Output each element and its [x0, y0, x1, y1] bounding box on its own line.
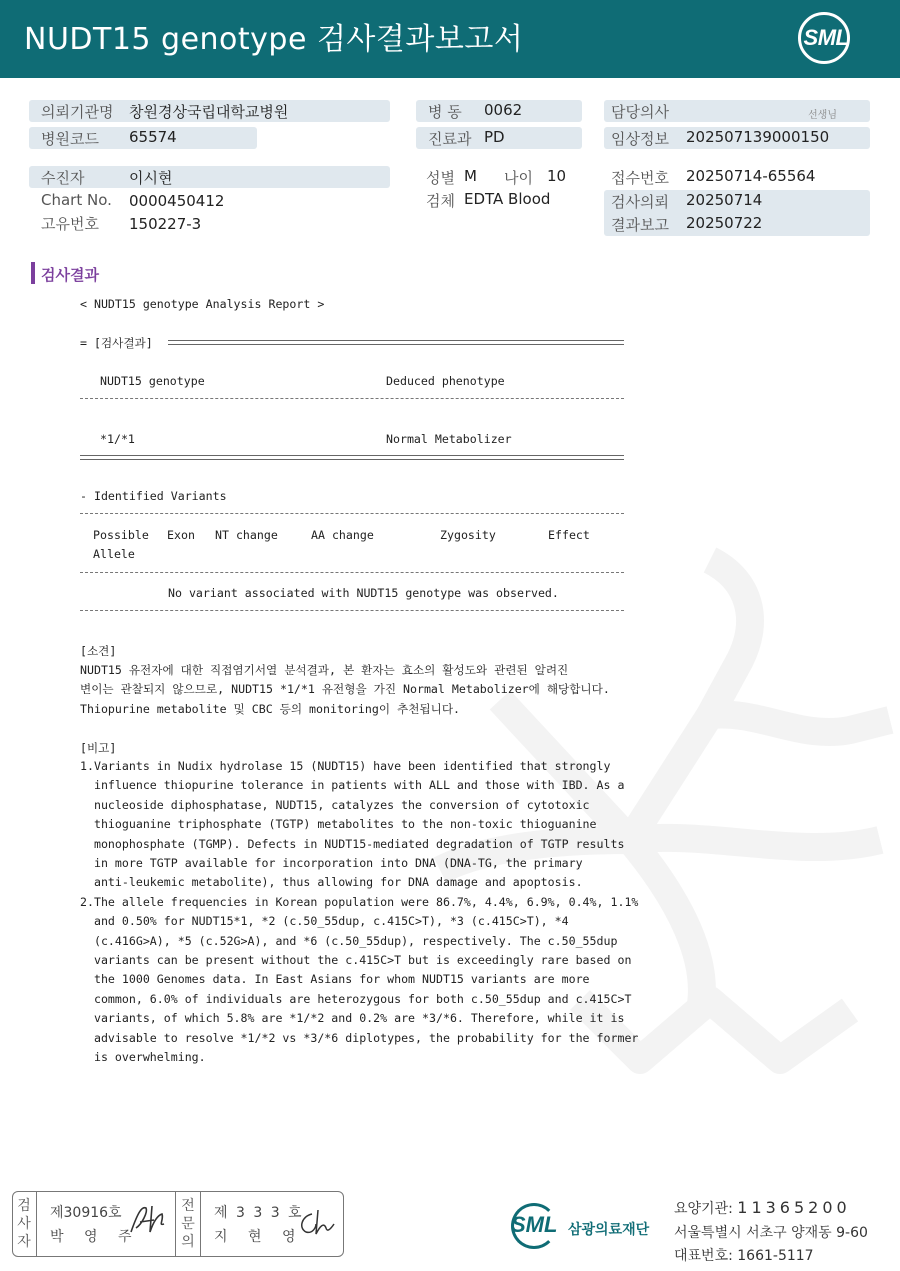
note-line: monophosphate (TGMP). Defects in NUDT15-mediated degradation of TGTP results	[80, 836, 625, 851]
report-header	[0, 0, 900, 78]
ward-value: 0062	[484, 101, 523, 119]
opinion-heading: [소견]	[80, 644, 117, 658]
phone-number: 1661-5117	[737, 1248, 814, 1264]
address: 서울특별시 서초구 양재동 9-60	[674, 1225, 868, 1241]
var-col-zygosity: Zygosity	[440, 528, 496, 542]
report-date-value: 20250722	[686, 214, 763, 232]
inspector-name: 박 영 주	[50, 1229, 140, 1245]
note-line: 2.The allele frequencies in Korean population were 86.7%, 4.4%, 6.9%, 0.4%, 1.1%	[80, 894, 639, 909]
note-line: (c.416G>A), *5 (c.52G>A), and *6 (c.50_55dup), respectively. The c.50_55dup	[80, 933, 618, 948]
organization-name: 삼광의료재단	[568, 1222, 650, 1238]
receipt-label: 접수번호	[611, 169, 669, 187]
care-number: 11365200	[737, 1198, 851, 1217]
specialist-label: 전 문 의	[181, 1198, 195, 1250]
patient-value: 이시현	[129, 169, 173, 187]
ward-label: 병 동	[428, 103, 462, 121]
note-line: common, 6.0% of individuals are heterozygous for both c.50_55dup and c.415C>T	[80, 991, 632, 1006]
sml-logo-text: SML	[803, 25, 849, 50]
divider	[80, 398, 624, 399]
var-col-possible: Possible	[93, 528, 149, 542]
section-marker	[31, 262, 35, 284]
var-col-exon: Exon	[167, 528, 195, 542]
specimen-value: EDTA Blood	[464, 190, 551, 208]
receipt-value: 20250714-65564	[686, 167, 816, 185]
divider	[80, 513, 624, 514]
no-variant-text: No variant associated with NUDT15 genotype was observed.	[168, 586, 559, 600]
note-line: the 1000 Genomes data. In East Asians for whom NUDT15 variants are more	[80, 972, 590, 987]
request-value: 20250714	[686, 191, 763, 209]
doctor-suffix: 선생님	[808, 110, 837, 121]
clinical-label: 임상정보	[611, 130, 669, 148]
report-heading: < NUDT15 genotype Analysis Report >	[80, 297, 325, 311]
var-col-allele: Allele	[93, 547, 135, 561]
phenotype-value: Normal Metabolizer	[386, 432, 512, 446]
result-heading: = [검사결과]	[80, 336, 160, 350]
request-label: 검사의뢰	[611, 193, 669, 211]
genotype-value: *1/*1	[100, 432, 135, 446]
note-line: nucleoside diphosphatase, NUDT15, catalyzes the conversion of cytotoxic	[80, 797, 590, 812]
clinical-value: 202507139000150	[686, 128, 830, 146]
institution-value: 창원경상국립대학교병원	[129, 103, 289, 121]
age-label: 나이	[504, 169, 533, 187]
inspector-label: 검 사 자	[17, 1198, 31, 1250]
phone-label: 대표번호:	[674, 1248, 738, 1264]
dept-value: PD	[484, 128, 505, 146]
report-date-label: 결과보고	[611, 216, 669, 234]
col-phenotype: Deduced phenotype	[386, 374, 505, 388]
specialist-signature-icon	[294, 1206, 338, 1240]
opinion-line: 변이는 관찰되지 않으므로, NUDT15 *1/*1 유전형을 가진 Normal Metabolizer에 해당합니다.	[80, 682, 610, 697]
care-label: 요양기관:	[674, 1201, 738, 1217]
note-line: variants can be present without the c.415C>T but is exceedingly rare based on	[80, 953, 632, 967]
age-value: 10	[547, 167, 567, 185]
col-genotype: NUDT15 genotype	[100, 374, 205, 388]
institution-label: 의뢰기관명	[41, 103, 114, 121]
note-line: variants, of which 5.8% are *1/*2 and 0.2% are *3/*6. Therefore, while it is	[80, 1011, 625, 1026]
note-heading: [비고]	[80, 741, 117, 755]
opinion-line: NUDT15 유전자에 대한 직접염기서열 분석결과, 본 환자는 효소의 활성도와 관련된 알려진	[80, 663, 569, 677]
note-line: advisable to resolve *1/*2 vs *3/*6 diplotypes, the probability for the former	[80, 1030, 639, 1045]
note-line: 1.Variants in Nudix hydrolase 15 (NUDT15) have been identified that strongly	[80, 759, 611, 773]
footer-logo-text: SML	[511, 1212, 558, 1237]
sex-value: M	[464, 167, 477, 185]
hospital-code-value: 65574	[129, 128, 177, 146]
var-col-effect: Effect	[548, 528, 590, 542]
report-title: NUDT15 genotype 검사결과보고서	[24, 22, 524, 57]
note-line: and 0.50% for NUDT15*1, *2 (c.50_55dup, c.415C>T), *3 (c.415C>T), *4	[80, 914, 569, 929]
inspector-number: 제30916호	[50, 1205, 122, 1221]
note-line: anti-leukemic metabolite), thus allowing for DNA damage and apoptosis.	[80, 875, 583, 890]
note-line: is overwhelming.	[80, 1050, 206, 1064]
divider	[80, 572, 624, 573]
specialist-name: 지 현 영	[214, 1229, 304, 1245]
dept-label: 진료과	[428, 130, 472, 148]
var-col-aa: AA change	[311, 528, 374, 542]
sex-label: 성별	[426, 169, 455, 187]
opinion-line: Thiopurine metabolite 및 CBC 등의 monitoring이 추천됩니다.	[80, 701, 460, 716]
divider	[175, 1191, 176, 1257]
inspector-signature-icon	[128, 1202, 168, 1238]
variants-heading: - Identified Variants	[80, 489, 227, 503]
hospital-code-label: 병원코드	[41, 130, 99, 148]
note-line: in more TGTP available for incorporation into DNA (DNA-TG, the primary	[80, 856, 583, 870]
var-col-nt: NT change	[215, 528, 278, 542]
divider	[80, 455, 624, 460]
specimen-label: 검체	[426, 192, 455, 210]
patient-label: 수진자	[41, 169, 85, 187]
specialist-number: 제 3 3 3 호	[214, 1205, 304, 1221]
divider	[200, 1191, 201, 1257]
chart-value: 0000450412	[129, 192, 225, 210]
phone-line	[674, 1245, 814, 1265]
result-heading-rule	[168, 340, 624, 345]
chart-label: Chart No.	[41, 191, 112, 209]
note-line: influence thiopurine tolerance in patients with ALL and those with IBD. As a	[80, 778, 625, 793]
divider	[36, 1191, 37, 1257]
note-line: thioguanine triphosphate (TGTP) metabolites to the non-toxic thioguanine	[80, 817, 597, 832]
section-title: 검사결과	[41, 266, 99, 284]
unique-label: 고유번호	[41, 215, 99, 233]
unique-value: 150227-3	[129, 215, 202, 233]
divider	[80, 610, 624, 611]
care-institution-line	[674, 1198, 851, 1218]
doctor-label: 담당의사	[611, 103, 669, 121]
